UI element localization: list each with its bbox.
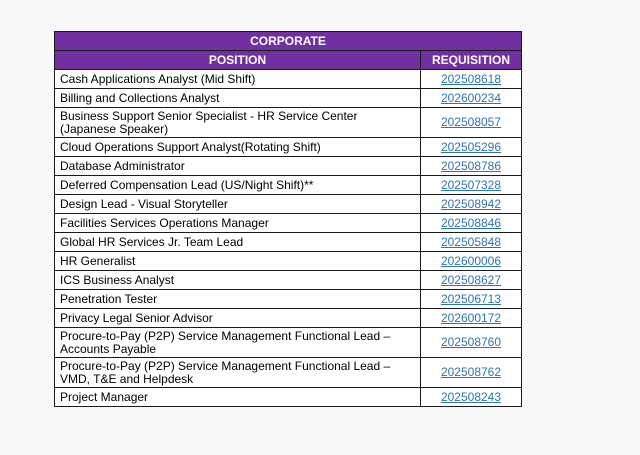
position-cell: Billing and Collections Analyst [55,89,421,108]
requisition-cell [421,138,522,157]
table-title: CORPORATE [55,32,522,51]
requisition-link[interactable]: 202508942 [440,196,502,211]
position-cell: Business Support Senior Specialist - HR Service Center (Japanese Speaker) [55,108,421,138]
requisition-link[interactable]: 202600006 [440,253,502,268]
position-cell: Penetration Tester [55,290,421,309]
requisition-link[interactable]: 202508846 [440,215,502,230]
requisition-cell [421,358,522,388]
requisition-link[interactable]: 202507328 [440,177,502,192]
position-cell: Design Lead - Visual Storyteller [55,195,421,214]
table-row [55,108,522,138]
requisition-link[interactable]: 202508760 [440,335,502,349]
requisition-link[interactable]: 202508786 [440,158,502,173]
position-cell: Procure-to-Pay (P2P) Service Management Functional Lead – VMD, T&E and Helpdesk [55,358,421,388]
requisition-cell [421,233,522,252]
requisition-link[interactable]: 202508618 [440,71,502,86]
requisition-link[interactable]: 202600172 [440,310,502,325]
requisition-cell [421,252,522,271]
requisition-cell [421,195,522,214]
requisition-cell [421,328,522,358]
position-cell: Cloud Operations Support Analyst(Rotating Shift) [55,138,421,157]
requisition-link[interactable]: 202600234 [440,90,502,105]
position-cell: Project Manager [55,388,421,407]
requisition-link[interactable]: 202506713 [440,291,502,306]
requisition-cell [421,176,522,195]
requisition-cell [421,157,522,176]
corporate-jobs-table [54,31,522,407]
requisition-link[interactable]: 202508057 [440,115,502,129]
requisition-link[interactable]: 202505296 [440,139,502,154]
table-title-row [55,32,522,51]
requisition-cell [421,309,522,328]
position-cell: Procure-to-Pay (P2P) Service Management Functional Lead – Accounts Payable [55,328,421,358]
requisition-cell [421,70,522,89]
position-cell: Cash Applications Analyst (Mid Shift) [55,70,421,89]
requisition-cell [421,214,522,233]
table-row [55,233,522,252]
position-cell: HR Generalist [55,252,421,271]
requisition-cell [421,89,522,108]
table-row [55,290,522,309]
position-cell: ICS Business Analyst [55,271,421,290]
requisition-link[interactable]: 202505848 [440,234,502,249]
position-cell: Database Administrator [55,157,421,176]
table-row [55,271,522,290]
table-row [55,214,522,233]
requisition-link[interactable]: 202508762 [440,365,502,379]
table-row [55,70,522,89]
requisition-cell [421,290,522,309]
table-row [55,358,522,388]
table-header-row [55,51,522,70]
table-row [55,138,522,157]
table-row [55,388,522,407]
table-row [55,176,522,195]
table-row [55,252,522,271]
corporate-jobs-sheet [54,31,521,407]
table-row [55,195,522,214]
requisition-cell [421,271,522,290]
requisition-link[interactable]: 202508627 [440,272,502,287]
requisition-cell [421,388,522,407]
position-cell: Deferred Compensation Lead (US/Night Shift)** [55,176,421,195]
requisition-cell [421,108,522,138]
position-cell: Facilities Services Operations Manager [55,214,421,233]
position-cell: Privacy Legal Senior Advisor [55,309,421,328]
table-row [55,89,522,108]
table-row [55,328,522,358]
position-column-header: POSITION [55,51,421,70]
requisition-link[interactable]: 202508243 [440,389,502,404]
position-cell: Global HR Services Jr. Team Lead [55,233,421,252]
table-row [55,157,522,176]
table-row [55,309,522,328]
requisition-column-header: REQUISITION [421,51,522,70]
